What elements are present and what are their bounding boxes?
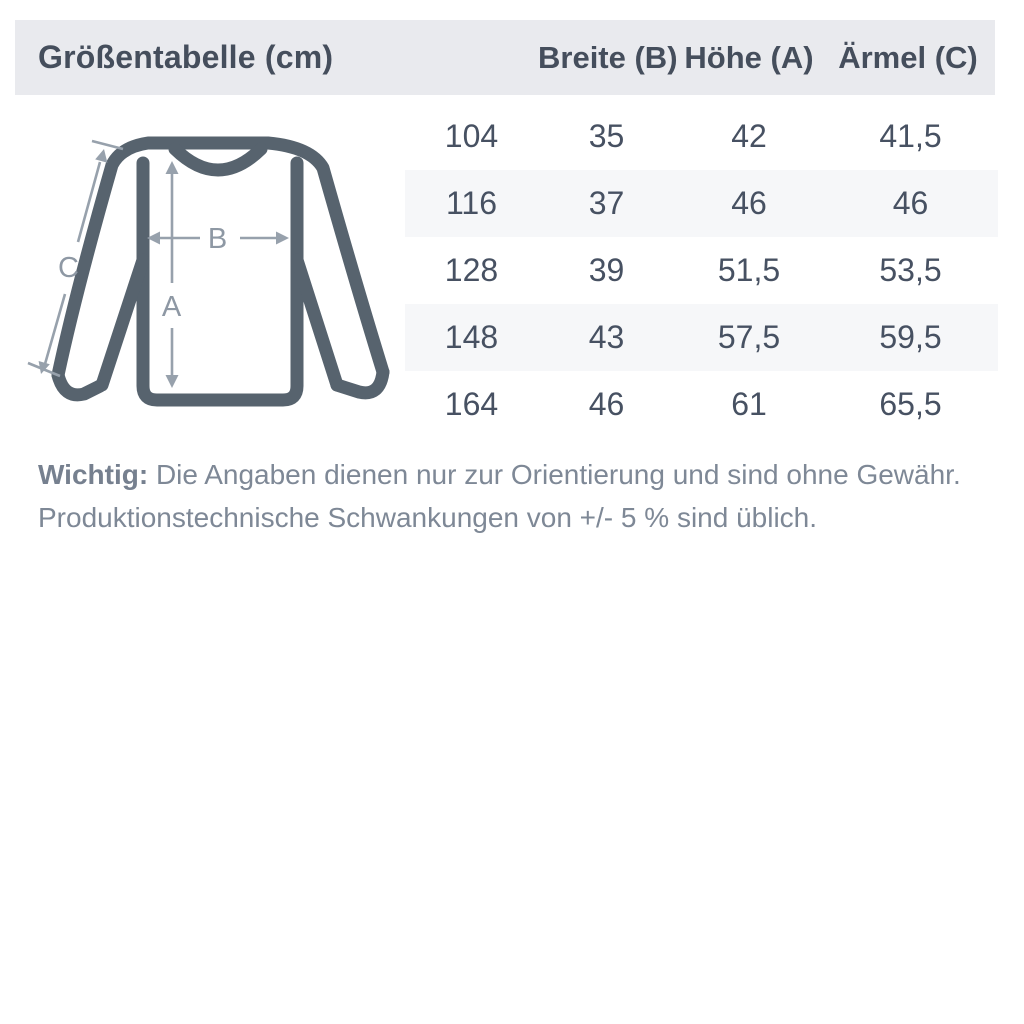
cell-breite: 46 — [588, 386, 625, 422]
cell-size: 164 — [444, 386, 499, 422]
table-row — [405, 304, 998, 371]
table-row — [405, 371, 998, 438]
table-row — [405, 170, 998, 237]
cell-breite: 39 — [588, 252, 625, 288]
cuff-left — [58, 375, 100, 395]
garment-diagram — [20, 118, 420, 448]
cell-size: 116 — [445, 185, 497, 221]
label-c: C — [58, 252, 80, 284]
disclaimer-emphasis: Wichtig: — [38, 459, 149, 490]
height-arrow-a — [162, 161, 182, 388]
label-a: A — [161, 291, 183, 323]
cell-aermel: 59,5 — [879, 319, 942, 355]
torso — [143, 163, 297, 400]
cell-aermel: 65,5 — [879, 386, 942, 422]
disclaimer-text — [38, 453, 988, 539]
cell-breite: 37 — [588, 185, 625, 221]
disclaimer-rest: Die Angaben dienen nur zur Orientierung und sind ohne Gewähr. — [148, 459, 961, 490]
cell-breite: 35 — [588, 118, 625, 154]
cell-hoehe: 51,5 — [717, 252, 781, 288]
column-header-hoehe: Höhe (A) — [684, 39, 814, 75]
cell-hoehe: 57,5 — [717, 319, 781, 355]
table-title: Größentabelle (cm) — [38, 39, 334, 75]
column-headers — [405, 20, 993, 95]
table-header-band — [15, 20, 995, 95]
disclaimer-line-1 — [38, 453, 988, 496]
cell-size: 128 — [444, 252, 499, 288]
table-row — [405, 237, 998, 304]
cell-hoehe: 61 — [731, 386, 767, 422]
cell-aermel: 46 — [892, 185, 929, 221]
column-header-breite: Breite (B) — [538, 39, 678, 75]
cell-size: 104 — [444, 118, 499, 154]
cell-size: 148 — [444, 319, 499, 355]
cell-hoehe: 46 — [731, 185, 767, 221]
label-b: B — [207, 223, 229, 255]
table-row — [405, 103, 998, 170]
cell-aermel: 41,5 — [879, 118, 942, 154]
disclaimer-line-2: Produktionstechnische Schwankungen von +/- 5 % sind üblich. — [38, 502, 818, 533]
collar — [175, 149, 261, 170]
column-header-aermel: Ärmel (C) — [838, 39, 978, 75]
cuff-right — [337, 372, 383, 393]
tick-top — [92, 141, 123, 149]
size-table — [405, 103, 998, 438]
cell-hoehe: 42 — [731, 118, 767, 154]
sweater-outline — [58, 143, 383, 375]
width-arrow-b — [147, 223, 289, 255]
cell-aermel: 53,5 — [879, 252, 942, 288]
cell-breite: 43 — [588, 319, 625, 355]
